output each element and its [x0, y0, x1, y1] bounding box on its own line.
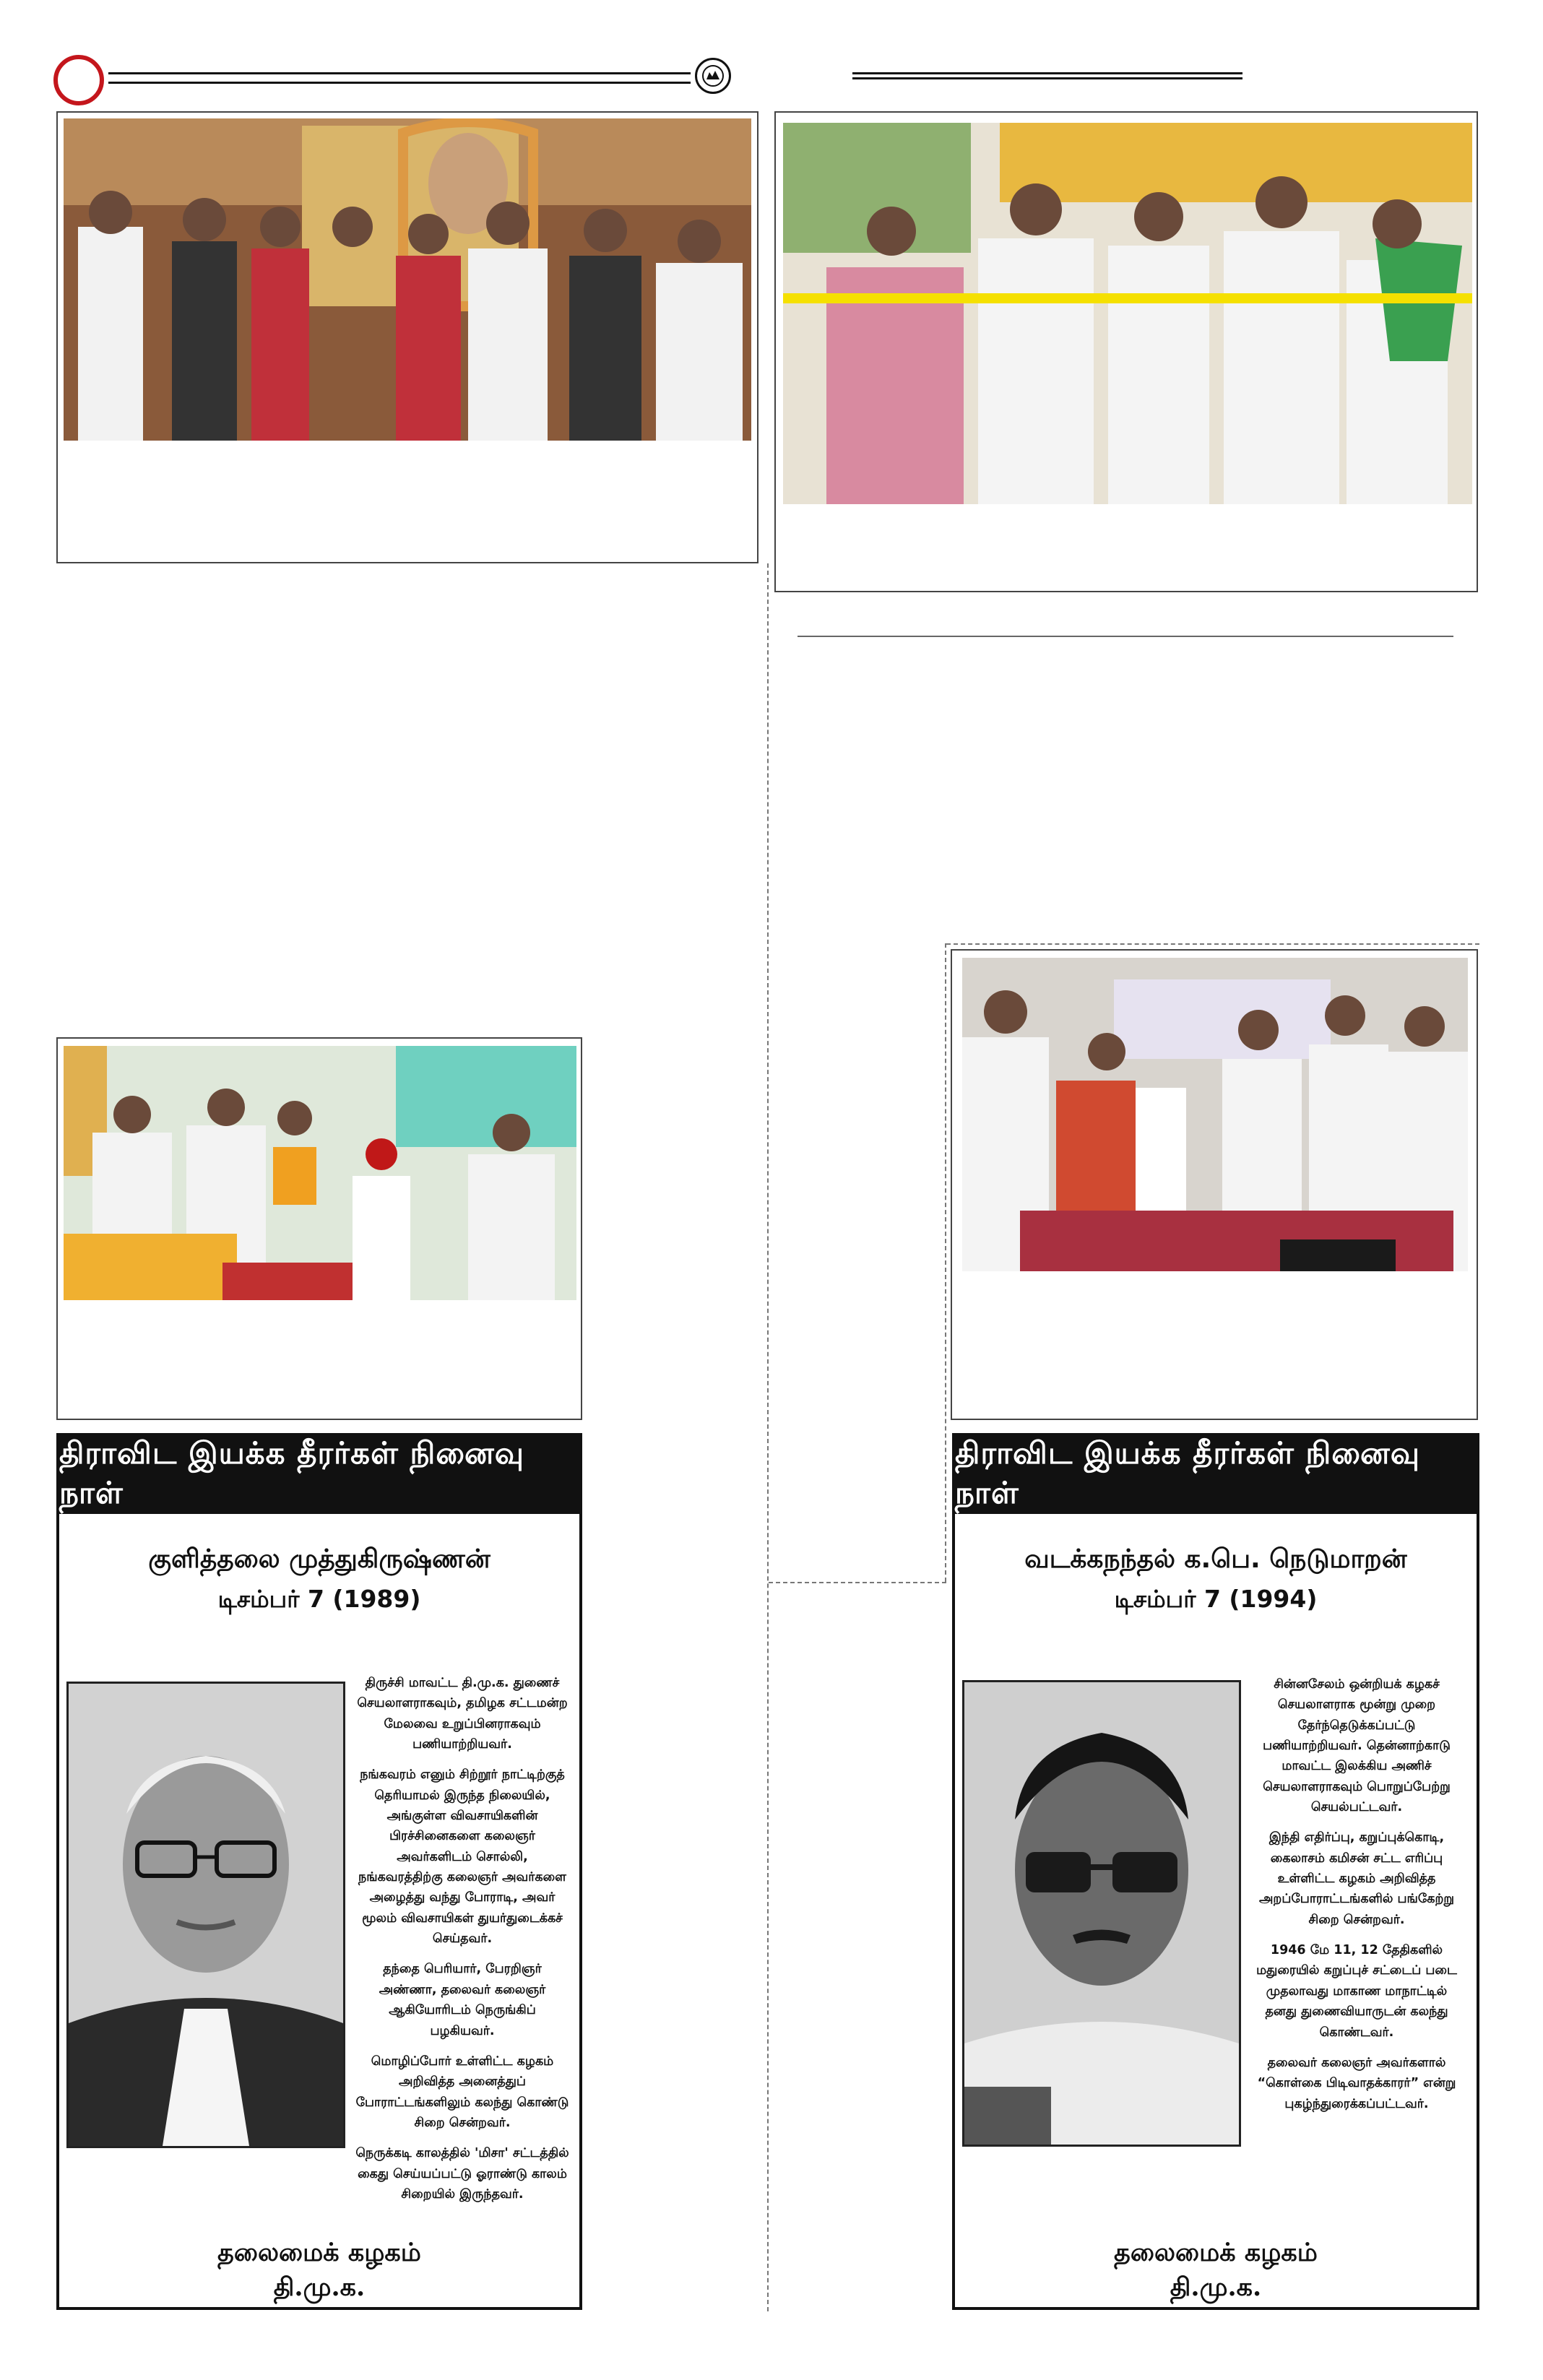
- masthead-logo-ring: [53, 55, 104, 105]
- column-divider-center: [767, 563, 769, 2311]
- bio-paragraph: திருச்சி மாவட்ட தி.மு.க. துணைச் செயலாளராகவும், தமிழக சட்டமன்ற மேலவை உறுப்பினராகவும் பணியாற்றியவர்.: [357, 1676, 568, 1752]
- bio-paragraph: இந்தி எதிர்ப்பு, கறுப்புக்கொடி, கைலாசம் கமிசன் சட்ட எரிப்பு உள்ளிட்ட கழகம் அறிவித்த அறப்போராட்டங்களில் பங்கேற்று சிறை சென்றவர்.: [1258, 1830, 1454, 1927]
- section-rule-right: [798, 636, 1453, 637]
- bio-paragraph: மொழிப்போர் உள்ளிட்ட கழகம் அறிவித்த அனைத்துப் போராட்டங்களிலும் கலந்து கொண்டு சிறை சென்றவர்.: [355, 2054, 569, 2130]
- bio-paragraph: தலைவர் கலைஞர் அவர்களால் “கொள்கை பிடிவாதக்காரர்” என்று புகழ்ந்துரைக்கப்பட்டவர்.: [1257, 2055, 1456, 2111]
- photo-box-top-left: [56, 111, 758, 563]
- memorial-bio: [1248, 1674, 1465, 2124]
- photo-box-middle-right: [951, 949, 1478, 1420]
- divider-top-right-box: [946, 943, 1479, 945]
- party-emblem-icon: [695, 58, 731, 94]
- memorial-footer-org: தலைமைக் கழகம்: [1114, 2238, 1318, 2267]
- memorial-date: டிசம்பர் 7 (1989): [217, 1585, 421, 1613]
- masthead-rule-left: [108, 72, 691, 84]
- memorial-card-right: [952, 1433, 1479, 2310]
- saree-distribution-photo: [962, 958, 1468, 1271]
- ribbon-cutting-photo: [783, 123, 1472, 504]
- welfare-distribution-photo: [64, 1046, 576, 1300]
- column-divider-right-box: [945, 943, 946, 1582]
- memorial-footer-party: தி.மு.க.: [1170, 2272, 1262, 2302]
- memorial-name: குளித்தலை முத்துகிருஷ்ணன்: [148, 1544, 490, 1574]
- memorial-footer-party: தி.மு.க.: [273, 2272, 366, 2302]
- memorial-footer-org: தலைமைக் கழகம்: [217, 2238, 421, 2267]
- memorial-name: வடக்கநந்தல் க.பெ. நெடுமாறன்: [1024, 1544, 1407, 1574]
- bio-paragraph: நெருக்கடி காலத்தில் 'மிசா' சட்டத்தில் கைது செய்யப்பட்டு ஓராண்டு காலம் சிறையில் இருந்தவர்.: [355, 2146, 569, 2202]
- memorial-portrait-photo: [66, 1682, 345, 2148]
- memorial-header: திராவிட இயக்க தீரர்கள் நினைவு நாள்: [955, 1436, 1477, 1514]
- memorial-bio: [355, 1673, 569, 2215]
- memorial-header: திராவிட இயக்க தீரர்கள் நினைவு நாள்: [59, 1436, 579, 1514]
- divider-horizontal-right: [769, 1582, 946, 1583]
- memorial-date: டிசம்பர் 7 (1994): [1114, 1585, 1318, 1613]
- group-photo-portrait-garland: [64, 118, 751, 441]
- memorial-card-left: [56, 1433, 582, 2310]
- memorial-portrait-photo: [962, 1680, 1241, 2147]
- bio-paragraph: சின்னசேலம் ஒன்றியக் கழகச் செயலாளராக மூன்று முறை தேர்ந்தெடுக்கப்பட்டு பணியாற்றியவர். தென்னாற்காடு மாவட்ட இலக்கிய அணிச் செயலாளராகவும் பொறுப்பேற்று செயல்பட்டவர்.: [1263, 1677, 1451, 1815]
- bio-paragraph: தந்தை பெரியார், பேரறிஞர் அண்ணா, தலைவர் கலைஞர் ஆகியோரிடம் நெருங்கிப் பழகியவர்.: [379, 1962, 546, 2038]
- photo-box-top-right: [774, 111, 1478, 592]
- masthead-rule-right: [852, 72, 1242, 79]
- bio-paragraph: நங்கவரம் எனும் சிற்றூர் நாட்டிற்குத் தெரியாமல் இருந்த நிலையில், அங்குள்ள விவசாயிகளின் பிரச்சினைகளை கலைஞர் அவர்களிடம் சொல்லி, நங்கவரத்திற்கு கலைஞர் அவர்களை அழைத்து வந்து போராடி, அவர் மூலம் விவசாயிகள் துயர்துடைக்கச் செய்தவர்.: [358, 1767, 566, 1947]
- photo-box-middle-left: [56, 1037, 582, 1420]
- bio-paragraph: 1946 மே 11, 12 தேதிகளில் மதுரையில் கறுப்புச் சட்டைப் படை முதலாவது மாகாண மாநாட்டில் தனது துணைவியாருடன் கலந்து கொண்டவர்.: [1256, 1943, 1457, 2040]
